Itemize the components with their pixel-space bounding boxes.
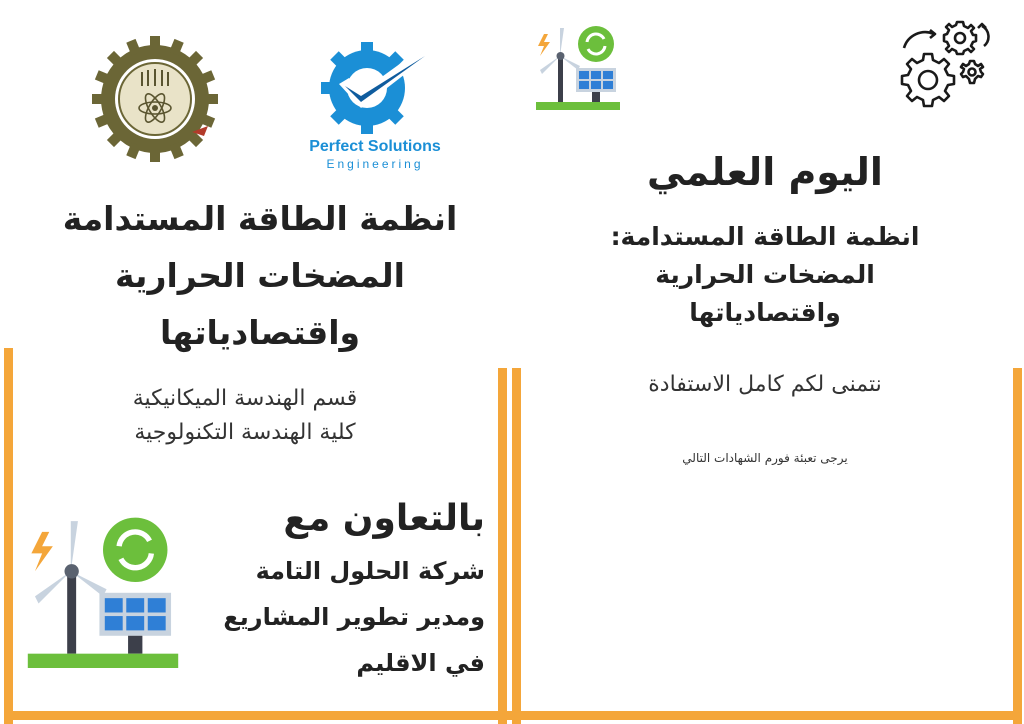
department-line: قسم الهندسة الميكانيكية: [132, 386, 358, 411]
right-panel-border-left: [512, 368, 521, 724]
cooperation-line: ومدير تطوير المشاريع: [223, 603, 485, 631]
wish-text: نتمنى لكم كامل الاستفادة: [648, 372, 882, 397]
right-panel-border-right: [1013, 368, 1022, 724]
wind-solar-icon-large: [26, 514, 180, 668]
right-subtitle-line: المضخات الحرارية: [655, 260, 875, 289]
cooperation-line: في الاقليم: [356, 649, 485, 677]
right-subtitle-line: انظمة الطاقة المستدامة:: [610, 222, 920, 251]
left-title-line: واقتصادياتها: [159, 313, 361, 352]
left-title-line: المضخات الحرارية: [115, 256, 405, 295]
scientific-day-title: اليوم العلمي: [647, 150, 883, 194]
right-subtitle: [560, 218, 970, 332]
cooperation-heading: بالتعاون مع: [283, 498, 485, 539]
cooperation-details: [170, 548, 485, 686]
gears-icon: [898, 18, 990, 110]
right-subtitle-line: واقتصادياتها: [689, 298, 841, 327]
cooperation-line: شركة الحلول التامة: [255, 557, 485, 585]
faculty-logo: [92, 36, 218, 162]
wind-solar-icon: [536, 24, 620, 110]
certificate-form-note: يرجى تعبئة فورم الشهادات التالي: [682, 451, 848, 465]
perfect-solutions-sub: Engineering: [326, 157, 424, 171]
perfect-solutions-name: Perfect Solutions: [309, 138, 441, 155]
bottom-border: [4, 711, 1022, 720]
department-info: [60, 382, 430, 450]
perfect-solutions-logo: [315, 40, 435, 136]
left-title-line: انظمة الطاقة المستدامة: [62, 199, 458, 238]
left-panel-border-left: [4, 348, 13, 724]
faculty-line: كلية الهندسة التكنولوجية: [134, 420, 356, 445]
left-panel-border-right: [498, 368, 507, 724]
left-title: [20, 190, 500, 361]
